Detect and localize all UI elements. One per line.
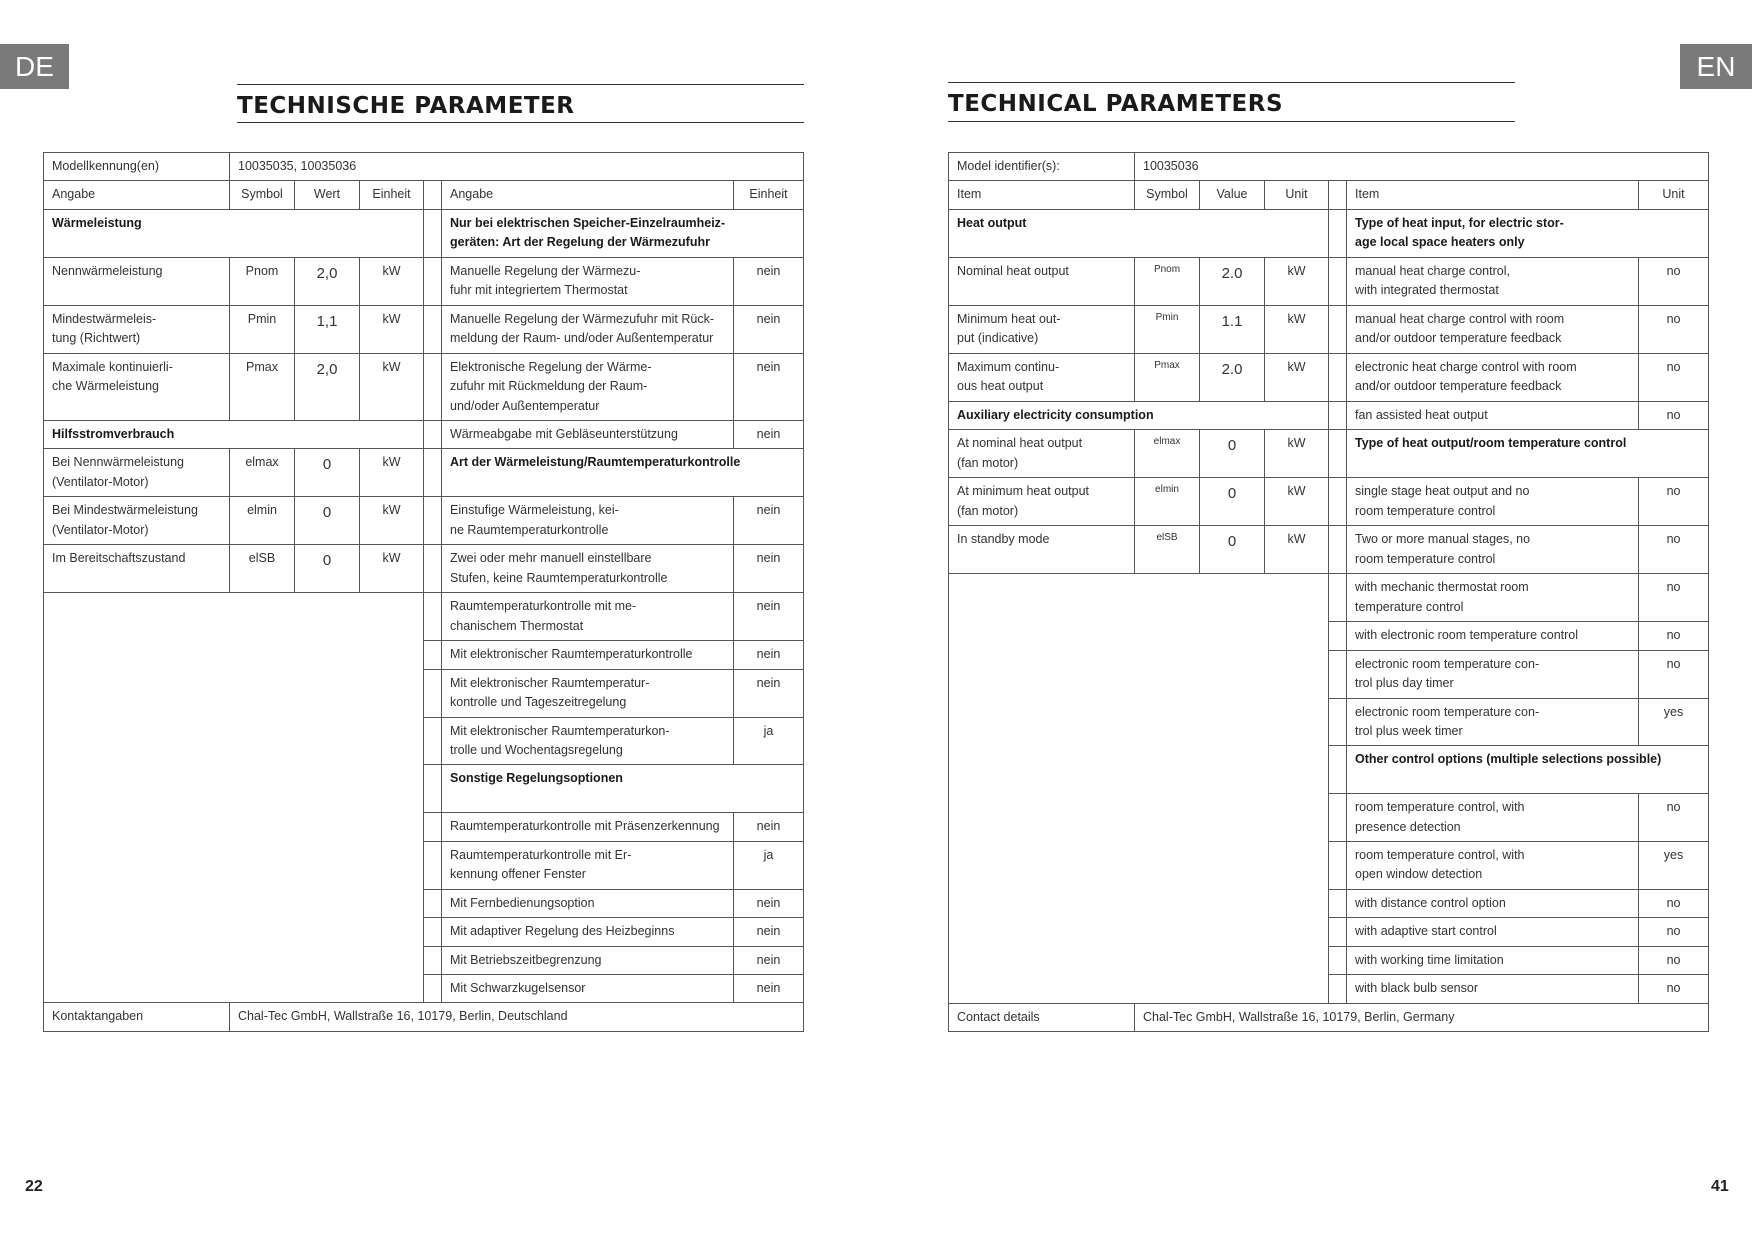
param-value: 0: [295, 449, 360, 497]
title-rule-bottom: [237, 122, 804, 123]
param-unit: kW: [1265, 257, 1329, 305]
param-value: 0: [1200, 526, 1265, 574]
gap-cell: [424, 257, 442, 305]
option-value: no: [1639, 650, 1709, 698]
param-symbol: Pmax: [230, 353, 295, 420]
option-value: nein: [734, 593, 804, 641]
option-label: Zwei oder mehr manuell einstellbare Stufen, keine Raumtemperaturkontrolle: [442, 545, 734, 593]
option-value: no: [1639, 794, 1709, 842]
option-value: no: [1639, 574, 1709, 622]
option-label: electronic room temperature con- trol plus week timer: [1347, 698, 1639, 746]
gap-cell: [1329, 698, 1347, 746]
gap-cell: [424, 449, 442, 497]
param-unit: kW: [360, 497, 424, 545]
option-label: Mit elektronischer Raumtemperaturkon- trolle und Wochentagsregelung: [442, 717, 734, 765]
option-value: nein: [734, 257, 804, 305]
gap-cell: [424, 641, 442, 669]
gap-cell: [424, 813, 442, 841]
param-label: At nominal heat output (fan motor): [949, 430, 1135, 478]
section-aux-consumption: Hilfsstromverbrauch: [44, 420, 424, 448]
option-value: yes: [1639, 842, 1709, 890]
gap-cell: [1329, 478, 1347, 526]
page-title-de: TECHNISCHE PARAMETER: [237, 93, 575, 119]
option-value: nein: [734, 641, 804, 669]
param-unit: kW: [1265, 430, 1329, 478]
gap-cell: [1329, 574, 1347, 622]
option-label: Mit Betriebszeitbegrenzung: [442, 946, 734, 974]
option-label: room temperature control, with open window detection: [1347, 842, 1639, 890]
contact-value: Chal-Tec GmbH, Wallstraße 16, 10179, Berlin, Deutschland: [230, 1003, 804, 1031]
table-row: [949, 526, 1709, 574]
model-value: 10035036: [1135, 153, 1709, 181]
section-control-type: Art der Wärmeleistung/Raumtemperaturkontrolle: [442, 449, 804, 497]
option-label: room temperature control, with presence detection: [1347, 794, 1639, 842]
option-value: nein: [734, 420, 804, 448]
section-storage-control: Nur bei elektrischen Speicher-Einzelraumheiz- geräten: Art der Regelung der Wärmezufuhr: [442, 209, 804, 257]
gap-cell: [424, 353, 442, 420]
param-value: 1,1: [295, 305, 360, 353]
option-value: nein: [734, 813, 804, 841]
contact-value: Chal-Tec GmbH, Wallstraße 16, 10179, Berlin, Germany: [1135, 1003, 1709, 1031]
gap-cell: [424, 209, 442, 257]
option-label: single stage heat output and no room temperature control: [1347, 478, 1639, 526]
param-value: 2.0: [1200, 257, 1265, 305]
option-label: with distance control option: [1347, 890, 1639, 918]
option-value: no: [1639, 401, 1709, 429]
option-value: nein: [734, 305, 804, 353]
gap-cell: [1329, 622, 1347, 650]
table-row: [949, 574, 1709, 622]
param-symbol: elmin: [230, 497, 295, 545]
table-row: [44, 153, 804, 181]
table-row: [44, 420, 804, 448]
param-value: 0: [295, 497, 360, 545]
header-item: Angabe: [44, 181, 230, 209]
header-value: Value: [1200, 181, 1265, 209]
option-value: nein: [734, 353, 804, 420]
header-item: Item: [949, 181, 1135, 209]
table-row: [44, 1003, 804, 1031]
gap-cell: [424, 717, 442, 765]
section-heat-output: Wärmeleistung: [44, 209, 424, 257]
option-value: nein: [734, 497, 804, 545]
option-value: no: [1639, 918, 1709, 946]
section-aux-consumption: Auxiliary electricity consumption: [949, 401, 1329, 429]
gap-cell: [1329, 946, 1347, 974]
contact-label: Contact details: [949, 1003, 1135, 1031]
param-value: 1.1: [1200, 305, 1265, 353]
option-label: with working time limitation: [1347, 946, 1639, 974]
param-unit: kW: [1265, 478, 1329, 526]
gap-cell: [424, 918, 442, 946]
model-label: Model identifier(s):: [949, 153, 1135, 181]
param-symbol: elmax: [230, 449, 295, 497]
option-label: Two or more manual stages, no room temperature control: [1347, 526, 1639, 574]
option-label: with electronic room temperature control: [1347, 622, 1639, 650]
option-value: no: [1639, 526, 1709, 574]
param-value: 0: [1200, 430, 1265, 478]
option-label: Mit elektronischer Raumtemperatur- kontrolle und Tageszeitregelung: [442, 669, 734, 717]
model-label: Modellkennung(en): [44, 153, 230, 181]
option-value: nein: [734, 669, 804, 717]
title-rule-bottom: [948, 121, 1515, 122]
param-unit: kW: [360, 305, 424, 353]
option-label: Elektronische Regelung der Wärme- zufuhr mit Rückmeldung der Raum- und/oder Außentemperatur: [442, 353, 734, 420]
gap-cell: [1329, 918, 1347, 946]
gap-cell: [424, 305, 442, 353]
param-value: 0: [1200, 478, 1265, 526]
header-unit-2: Einheit: [734, 181, 804, 209]
header-value: Wert: [295, 181, 360, 209]
table-row: [949, 181, 1709, 209]
option-value: no: [1639, 946, 1709, 974]
param-unit: kW: [1265, 526, 1329, 574]
option-label: fan assisted heat output: [1347, 401, 1639, 429]
contact-label: Kontaktangaben: [44, 1003, 230, 1031]
table-row: [44, 257, 804, 305]
option-label: with black bulb sensor: [1347, 975, 1639, 1003]
table-row: [44, 181, 804, 209]
param-symbol: Pmin: [1135, 305, 1200, 353]
param-label: Im Bereitschaftszustand: [44, 545, 230, 593]
param-unit: kW: [1265, 305, 1329, 353]
param-symbol: Pmax: [1135, 353, 1200, 401]
section-storage-control: Type of heat input, for electric stor- age local space heaters only: [1347, 209, 1709, 257]
option-label: Mit adaptiver Regelung des Heizbeginns: [442, 918, 734, 946]
option-label: manual heat charge control with room and/or outdoor temperature feedback: [1347, 305, 1639, 353]
option-label: Mit Schwarzkugelsensor: [442, 974, 734, 1002]
param-unit: kW: [360, 353, 424, 420]
option-label: Wärmeabgabe mit Gebläseunterstützung: [442, 420, 734, 448]
gap-cell: [424, 841, 442, 889]
param-label: Maximale kontinuierli- che Wärmeleistung: [44, 353, 230, 420]
empty-block: [44, 593, 424, 1003]
gap-cell: [1329, 353, 1347, 401]
option-value: no: [1639, 890, 1709, 918]
gap-cell: [424, 545, 442, 593]
model-value: 10035035, 10035036: [230, 153, 804, 181]
option-label: with mechanic thermostat room temperature control: [1347, 574, 1639, 622]
param-value: 2,0: [295, 257, 360, 305]
header-symbol: Symbol: [230, 181, 295, 209]
param-label: Nominal heat output: [949, 257, 1135, 305]
option-value: nein: [734, 918, 804, 946]
language-tab-de: DE: [0, 44, 69, 89]
table-row: [44, 545, 804, 593]
param-symbol: elmax: [1135, 430, 1200, 478]
param-symbol: elSB: [1135, 526, 1200, 574]
table-row: [44, 497, 804, 545]
option-value: nein: [734, 545, 804, 593]
option-value: nein: [734, 974, 804, 1002]
param-label: Maximum continu- ous heat output: [949, 353, 1135, 401]
section-other-options: Other control options (multiple selections possible): [1347, 746, 1709, 794]
gap-cell: [1329, 305, 1347, 353]
param-unit: kW: [1265, 353, 1329, 401]
table-row: [949, 1003, 1709, 1031]
gap-cell: [424, 765, 442, 813]
table-row: [44, 209, 804, 257]
parameter-table-de: [43, 152, 804, 1032]
option-label: Einstufige Wärmeleistung, kei- ne Raumtemperaturkontrolle: [442, 497, 734, 545]
gap-cell: [1329, 794, 1347, 842]
parameter-table-en: [948, 152, 1709, 1032]
gap-cell: [1329, 209, 1347, 257]
param-unit: kW: [360, 449, 424, 497]
option-value: ja: [734, 841, 804, 889]
table-row: [949, 478, 1709, 526]
table-row: [949, 430, 1709, 478]
table-row: [44, 353, 804, 420]
gap-cell: [424, 669, 442, 717]
param-value: 2,0: [295, 353, 360, 420]
param-value: 2.0: [1200, 353, 1265, 401]
gap-cell: [424, 974, 442, 1002]
option-label: electronic heat charge control with room and/or outdoor temperature feedback: [1347, 353, 1639, 401]
page-number-right: 41: [1711, 1178, 1729, 1195]
section-control-type: Type of heat output/room temperature control: [1347, 430, 1709, 478]
param-label: In standby mode: [949, 526, 1135, 574]
gap-cell: [424, 889, 442, 917]
gap-cell: [424, 420, 442, 448]
table-row: [949, 305, 1709, 353]
option-value: ja: [734, 717, 804, 765]
param-symbol: Pmin: [230, 305, 295, 353]
option-label: with adaptive start control: [1347, 918, 1639, 946]
gap-cell: [1329, 746, 1347, 794]
gap-cell: [1329, 401, 1347, 429]
gap-cell: [424, 593, 442, 641]
header-unit: Einheit: [360, 181, 424, 209]
option-value: no: [1639, 305, 1709, 353]
option-value: nein: [734, 946, 804, 974]
gap-cell: [1329, 842, 1347, 890]
gap-cell: [1329, 257, 1347, 305]
param-label: Nennwärmeleistung: [44, 257, 230, 305]
header-unit-2: Unit: [1639, 181, 1709, 209]
param-label: Bei Mindestwärmeleistung (Ventilator-Motor): [44, 497, 230, 545]
table-row: [44, 593, 804, 641]
table-row: [949, 353, 1709, 401]
param-label: Mindestwärmeleis- tung (Richtwert): [44, 305, 230, 353]
option-value: nein: [734, 889, 804, 917]
title-rule-top: [237, 84, 804, 85]
param-value: 0: [295, 545, 360, 593]
option-label: Manuelle Regelung der Wärmezufuhr mit Rück- meldung der Raum- und/oder Außentemperatur: [442, 305, 734, 353]
param-symbol: Pnom: [1135, 257, 1200, 305]
title-rule-top: [948, 82, 1515, 83]
table-row: [44, 305, 804, 353]
header-item-2: Angabe: [442, 181, 734, 209]
param-label: Minimum heat out- put (indicative): [949, 305, 1135, 353]
option-label: Raumtemperaturkontrolle mit me- chanischem Thermostat: [442, 593, 734, 641]
param-unit: kW: [360, 545, 424, 593]
option-label: electronic room temperature con- trol plus day timer: [1347, 650, 1639, 698]
language-tab-en: EN: [1680, 44, 1752, 89]
header-symbol: Symbol: [1135, 181, 1200, 209]
gap-cell: [424, 946, 442, 974]
gap-cell: [1329, 890, 1347, 918]
option-label: Raumtemperaturkontrolle mit Präsenzerkennung: [442, 813, 734, 841]
param-symbol: elmin: [1135, 478, 1200, 526]
table-row: [44, 449, 804, 497]
table-row: [949, 401, 1709, 429]
option-label: Mit Fernbedienungsoption: [442, 889, 734, 917]
table-row: [949, 153, 1709, 181]
param-symbol: Pnom: [230, 257, 295, 305]
section-heat-output: Heat output: [949, 209, 1329, 257]
gap-cell: [1329, 650, 1347, 698]
option-value: no: [1639, 257, 1709, 305]
option-label: Mit elektronischer Raumtemperaturkontrolle: [442, 641, 734, 669]
option-value: no: [1639, 353, 1709, 401]
option-value: no: [1639, 622, 1709, 650]
gap-cell: [1329, 526, 1347, 574]
table-row: [949, 257, 1709, 305]
table-row: [949, 209, 1709, 257]
section-other-options: Sonstige Regelungsoptionen: [442, 765, 804, 813]
param-label: Bei Nennwärmeleistung (Ventilator-Motor): [44, 449, 230, 497]
option-label: Raumtemperaturkontrolle mit Er- kennung offener Fenster: [442, 841, 734, 889]
option-label: manual heat charge control, with integrated thermostat: [1347, 257, 1639, 305]
param-label: At minimum heat output (fan motor): [949, 478, 1135, 526]
page-title-en: TECHNICAL PARAMETERS: [948, 91, 1284, 117]
option-value: yes: [1639, 698, 1709, 746]
gap-cell: [1329, 430, 1347, 478]
param-symbol: elSB: [230, 545, 295, 593]
option-value: no: [1639, 478, 1709, 526]
page-number-left: 22: [25, 1178, 43, 1195]
header-unit: Unit: [1265, 181, 1329, 209]
option-value: no: [1639, 975, 1709, 1003]
header-item-2: Item: [1347, 181, 1639, 209]
gap-cell: [424, 497, 442, 545]
gap-cell: [1329, 975, 1347, 1003]
gap-cell: [424, 181, 442, 209]
param-unit: kW: [360, 257, 424, 305]
gap-cell: [1329, 181, 1347, 209]
option-label: Manuelle Regelung der Wärmezu- fuhr mit integriertem Thermostat: [442, 257, 734, 305]
empty-block: [949, 574, 1329, 1003]
